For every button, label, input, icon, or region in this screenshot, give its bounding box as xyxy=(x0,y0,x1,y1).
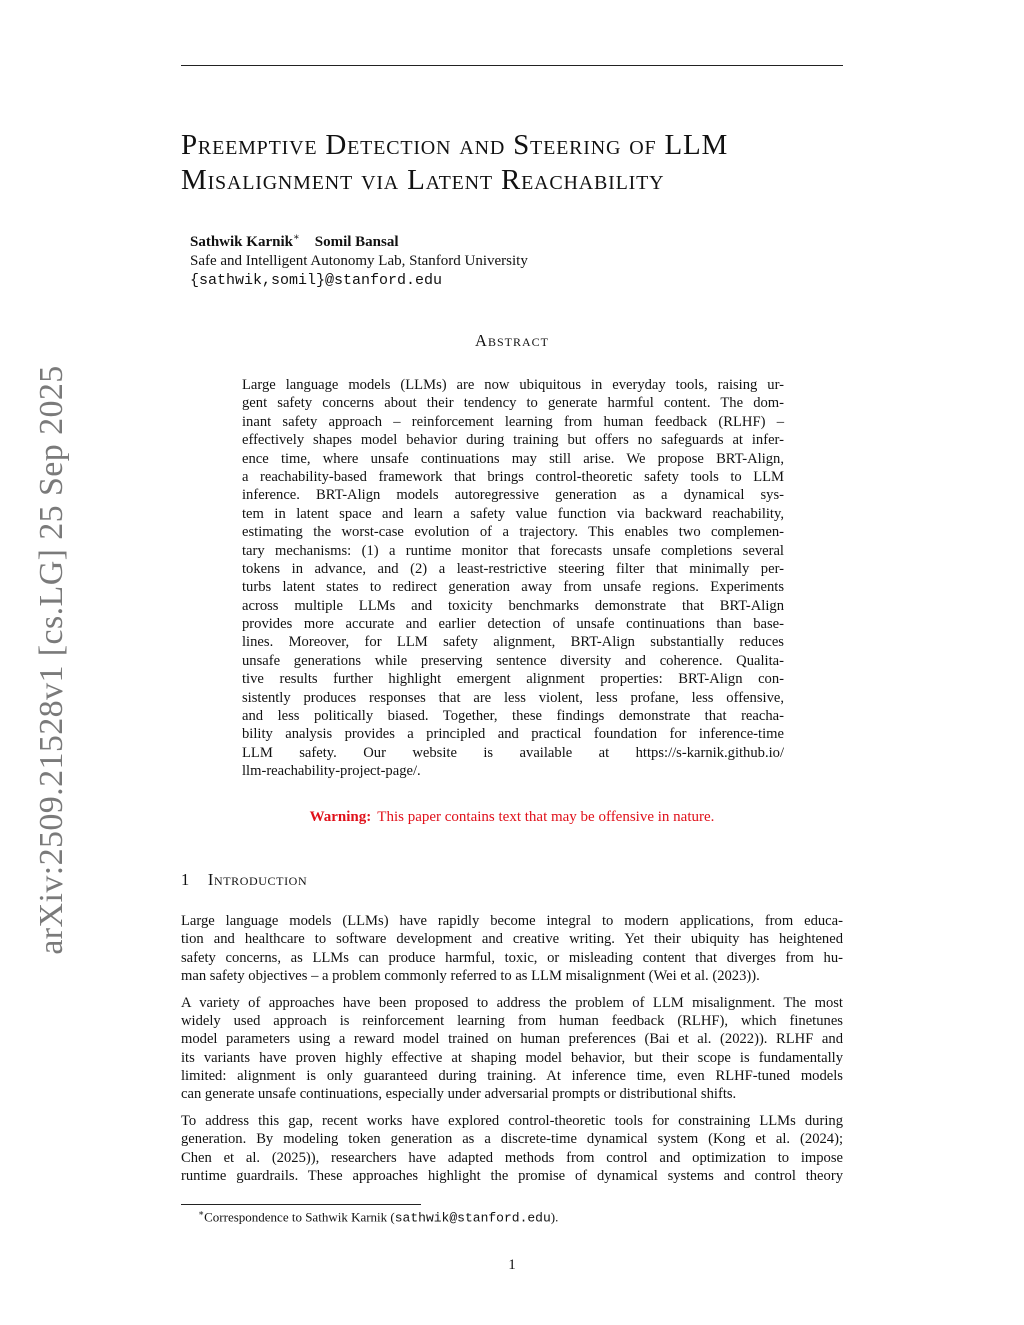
abstract-line: across multiple LLMs and toxicity benchmarks demonstrate that BRT-Align xyxy=(242,597,784,614)
footnote-email[interactable]: sathwik@stanford.edu xyxy=(394,1210,551,1226)
content-warning xyxy=(0,809,1024,826)
paragraph-line: A variety of approaches have been proposed to address the problem of LLM misalignment. The most xyxy=(181,994,843,1011)
title-rule xyxy=(181,65,843,66)
paper-title xyxy=(181,128,851,198)
footnote-mark: ∗ xyxy=(198,1208,205,1218)
abstract-line: inference. BRT-Align models autoregressive generation as a dynamical sys- xyxy=(242,487,784,504)
introduction-body xyxy=(181,912,843,1185)
abstract-line: unsafe generations while preserving sentence diversity and coherence. Qualita- xyxy=(242,652,784,669)
abstract-line: lines. Moreover, for LLM safety alignment, BRT-Align substantially reduces xyxy=(242,634,784,651)
abstract-line: a reachability-based framework that brings control-theoretic safety tools to LLM xyxy=(242,468,784,485)
abstract-line: inant safety approach – reinforcement learning from human feedback (RLHF) – xyxy=(242,413,784,430)
abstract-body xyxy=(242,376,784,781)
abstract-line: llm-reachability-project-page/. xyxy=(242,763,421,780)
paragraph-line: man safety objectives – a problem commonly referred to as LLM misalignment (Wei et al. (2023)). xyxy=(181,967,760,984)
abstract-line: tive results further highlight emergent alignment properties: BRT-Align con- xyxy=(242,671,784,688)
abstract-line: turbs latent states to redirect generation away from unsafe regions. Experiments xyxy=(242,579,784,596)
abstract-line: Large language models (LLMs) are now ubiquitous in everyday tools, raising ur- xyxy=(242,377,784,393)
arxiv-identifier: arXiv:2509.21528v1 [cs.LG] 25 Sep 2025 xyxy=(33,365,70,955)
author-block xyxy=(190,228,528,290)
paragraph-line: To address this gap, recent works have explored control-theoretic tools for constraining LLMs during xyxy=(181,1112,843,1129)
abstract-line: provides more accurate and earlier detection of unsafe continuations than base- xyxy=(242,616,784,633)
section-title: Introduction xyxy=(207,870,308,889)
author-2: Somil Bansal xyxy=(314,234,399,250)
abstract-line: tary mechanisms: (1) a runtime monitor that forecasts unsafe completions several xyxy=(242,542,784,559)
paragraph-line: limited: alignment is only guaranteed during training. At inference time, even RLHF-tuned models xyxy=(181,1067,843,1084)
abstract-line: bility analysis provides a principled and practical foundation for inference-time xyxy=(242,726,784,743)
abstract-line: ence time, where unsafe continuations may still arise. We propose BRT-Align, xyxy=(242,450,784,467)
paragraph-line: safety concerns, as LLMs can produce harmful, toxic, or misleading content that diverges from hu- xyxy=(181,949,843,966)
paragraph-line: tion and healthcare to software development and creative writing. Yet their ubiquity has heightened xyxy=(181,931,843,948)
title-line-2: Misalignment via Latent Reachability xyxy=(181,164,665,196)
title-line-1: Preemptive Detection and Steering of LLM xyxy=(181,129,729,161)
paragraph-line: runtime guardrails. These approaches highlight the promise of dynamical systems and control theory xyxy=(181,1167,843,1184)
warning-text: This paper contains text that may be offensive in nature. xyxy=(377,809,715,825)
paragraph-line: generation. By modeling token generation as a discrete-time dynamical system (Kong et al. (2024); xyxy=(181,1131,843,1148)
warning-label: Warning: xyxy=(309,809,372,825)
author-1-mark: ∗ xyxy=(292,232,300,243)
abstract-line: estimating the worst-case evolution of a trajectory. This enables two complemen- xyxy=(242,524,784,541)
paragraph-line: widely used approach is reinforcement learning from human feedback (RLHF), which finetunes xyxy=(181,1012,843,1029)
author-email[interactable]: {sathwik,somil}@stanford.edu xyxy=(190,272,443,289)
author-names xyxy=(190,228,528,252)
paragraph-line: Chen et al. (2025)), researchers have adapted methods from control and optimization to impose xyxy=(181,1149,843,1166)
abstract-line: LLM safety. Our website is available at https://s-karnik.github.io/ xyxy=(242,744,784,761)
abstract-line: tokens in advance, and (2) a least-restrictive steering filter that minimally per- xyxy=(242,560,784,577)
abstract-line: tem in latent space and learn a safety value function via backward reachability, xyxy=(242,505,784,522)
paragraph-line: model parameters using a reward model trained on human preferences (Bai et al. (2022)). RLHF and xyxy=(181,1031,843,1048)
footnote-text: Correspondence to Sathwik Karnik ( xyxy=(204,1209,395,1225)
abstract-line: effectively shapes model behavior during training but offers no safeguards at infer- xyxy=(242,432,784,449)
author-1: Sathwik Karnik xyxy=(190,234,293,250)
page-number: 1 xyxy=(508,1257,516,1273)
footnote-close: ). xyxy=(550,1209,559,1225)
abstract-line: and less politically biased. Together, these findings demonstrate that reacha- xyxy=(242,708,784,725)
section-heading xyxy=(181,870,307,890)
paragraph-line: can generate unsafe continuations, especially under adversarial prompts or distributional shifts. xyxy=(181,1086,737,1103)
abstract-heading: Abstract xyxy=(475,331,549,350)
affiliation: Safe and Intelligent Autonomy Lab, Stanford University xyxy=(190,253,528,269)
abstract-line: sistently produces responses that are less violent, less profane, less offensive, xyxy=(242,689,784,706)
footnote xyxy=(198,1208,558,1225)
abstract-line: gent safety concerns about their tendency to generate harmful content. The dom- xyxy=(242,395,784,412)
paragraph-line: Large language models (LLMs) have rapidly become integral to modern applications, from educa- xyxy=(181,913,843,929)
section-number: 1 xyxy=(181,870,190,889)
footnote-rule xyxy=(181,1204,421,1205)
paragraph-line: its variants have proven highly effective at shaping model behavior, but their scope is fundamentally xyxy=(181,1049,843,1066)
